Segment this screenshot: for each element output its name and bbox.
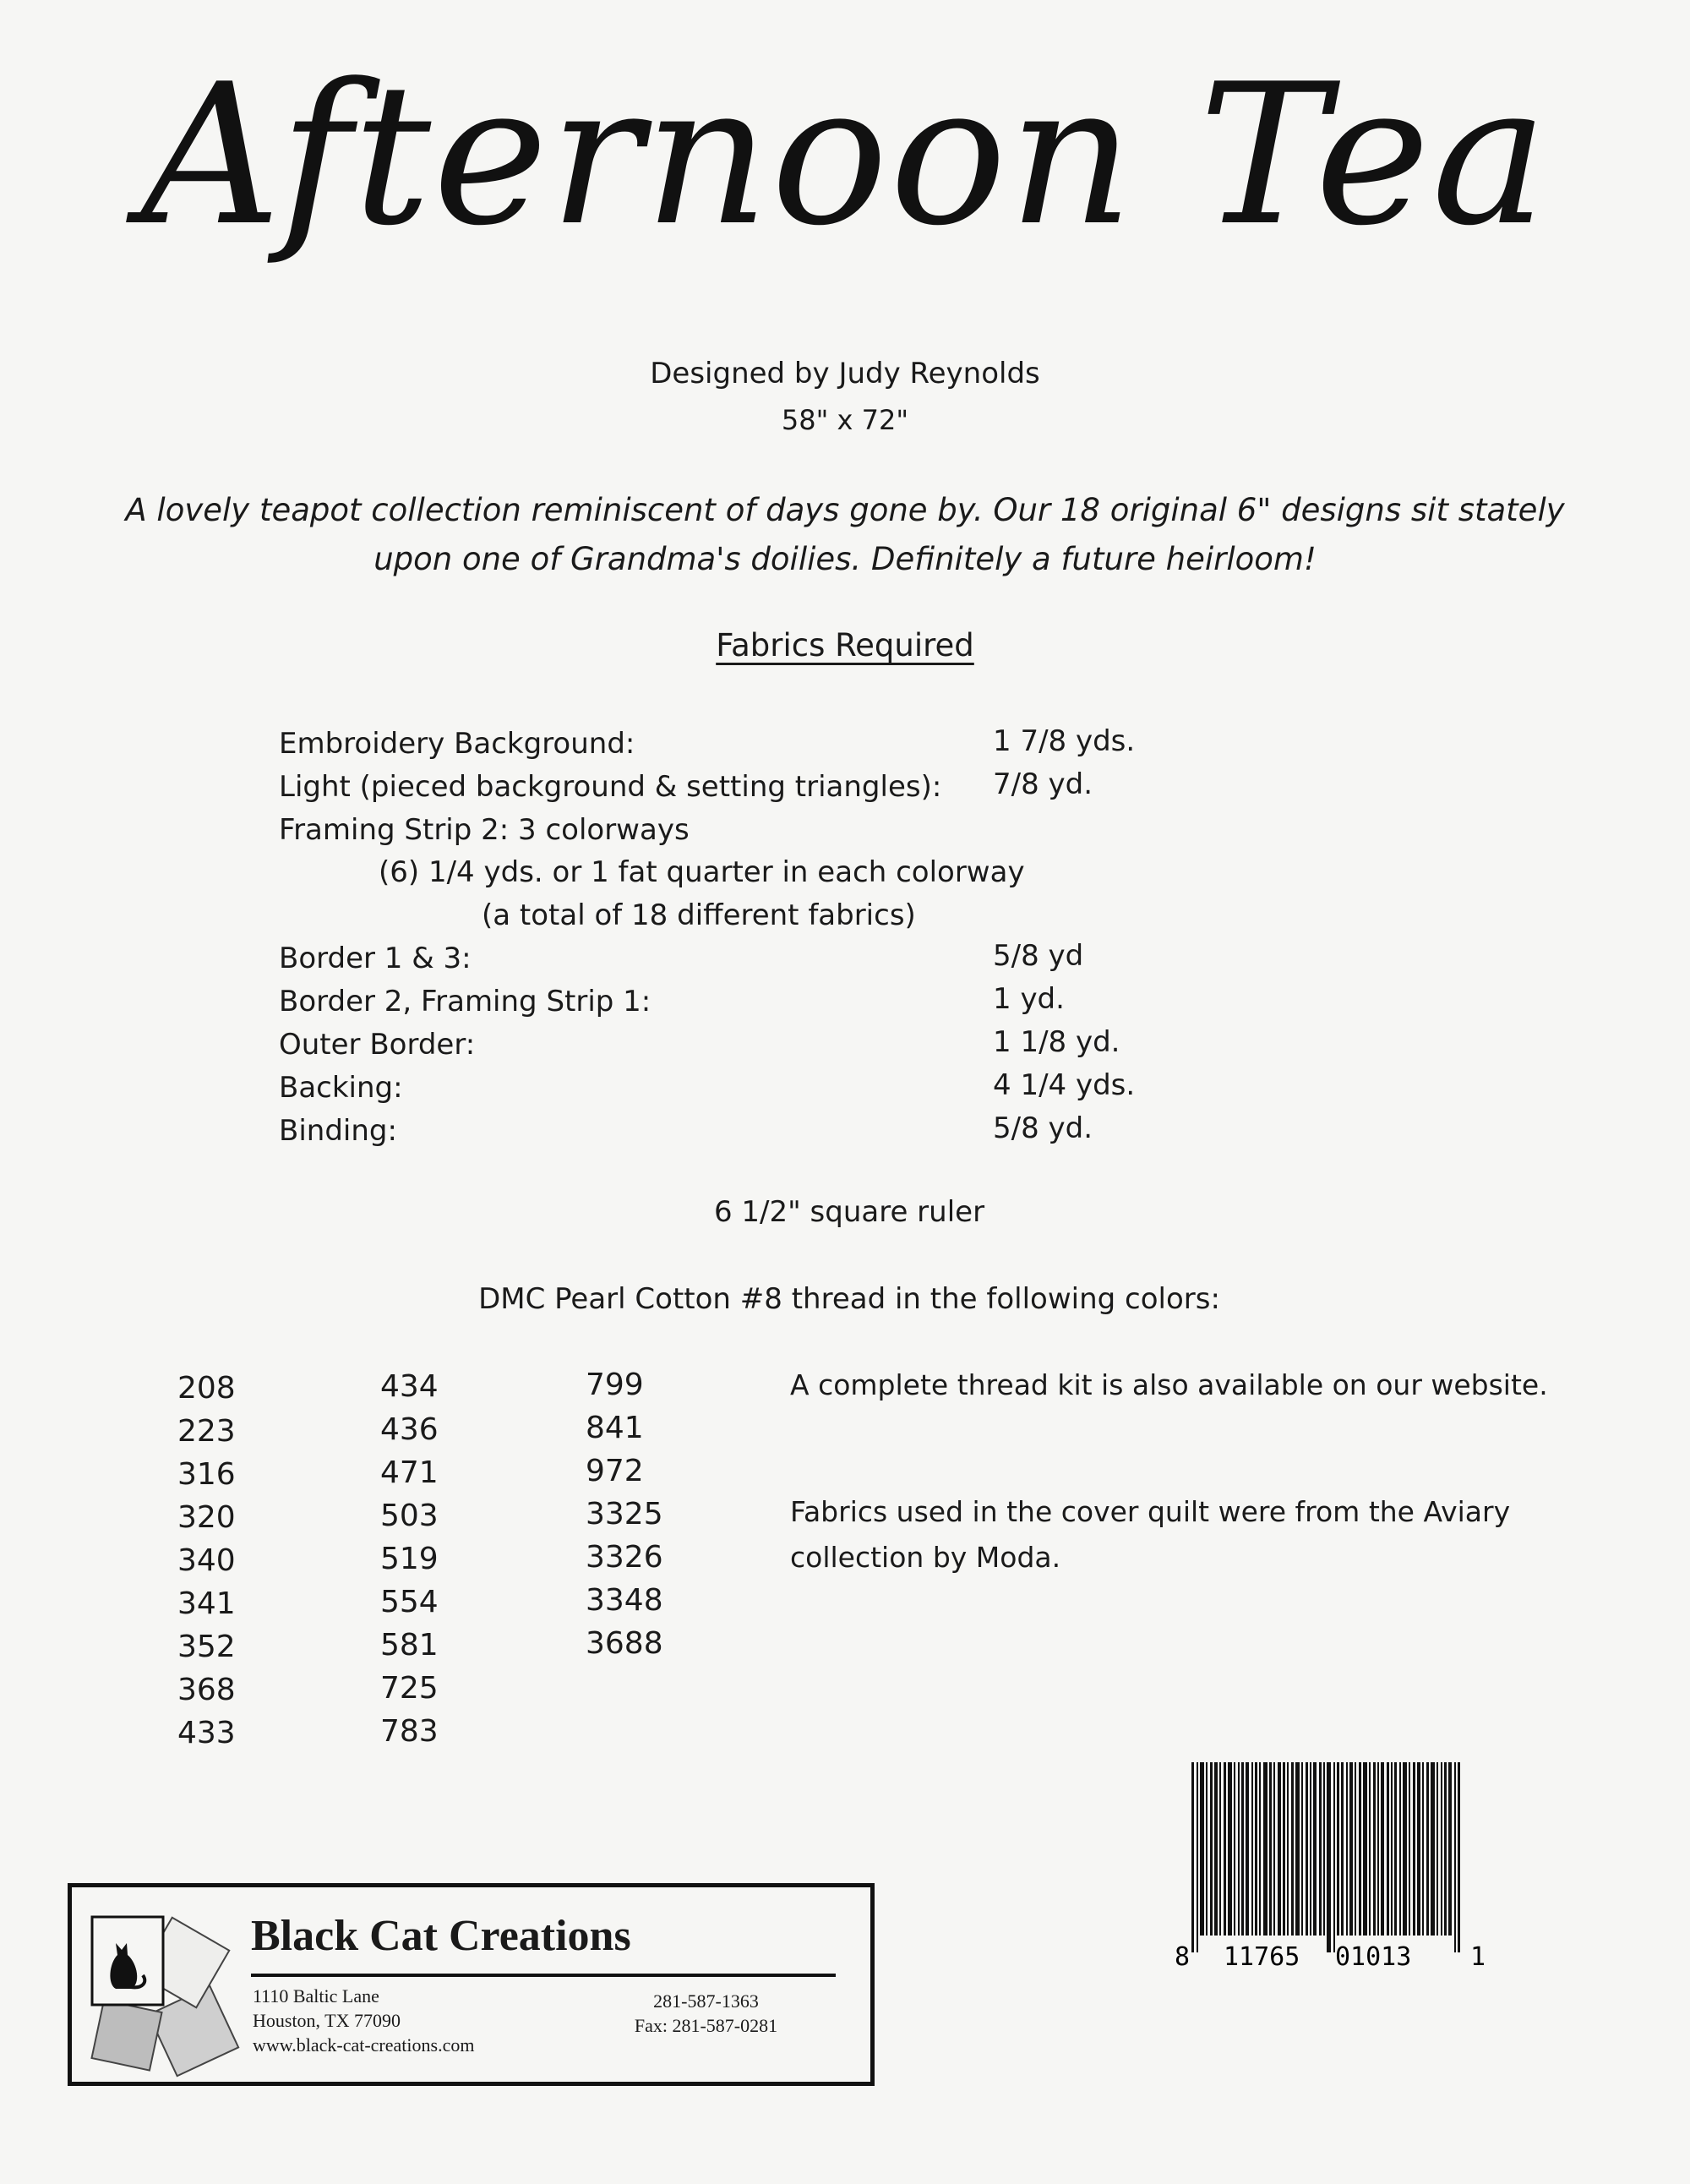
designer-credit: Designed by Judy Reynolds xyxy=(650,357,1040,390)
thread-color: 3325 xyxy=(586,1497,663,1532)
barcode-bar xyxy=(1263,1762,1268,1936)
barcode-bar xyxy=(1341,1762,1344,1936)
company-phone: 281-587-1363 Fax: 281-587-0281 xyxy=(634,1990,778,2036)
barcode-bar xyxy=(1295,1762,1300,1936)
fabric-label: (a total of 18 different fabrics) xyxy=(482,898,916,932)
barcode-bar xyxy=(1355,1762,1356,1936)
fabric-source-note: Fabrics used in the cover quilt were from the Aviary collection by Moda. xyxy=(790,1495,1511,1574)
barcode-bar xyxy=(1417,1762,1420,1936)
fabric-amount: 7/8 yd. xyxy=(993,767,1093,801)
fabric-label: Border 1 & 3: xyxy=(279,942,472,975)
barcode-bar xyxy=(1269,1762,1272,1936)
barcode-bar xyxy=(1234,1762,1235,1936)
thread-color: 799 xyxy=(586,1368,644,1402)
thread-color: 841 xyxy=(586,1411,644,1445)
description-line-1: A lovely teapot collection reminiscent of days gone by. Our 18 original 6" designs sit stately xyxy=(125,492,1565,528)
barcode-bar xyxy=(1206,1762,1208,1936)
barcode-bar xyxy=(1431,1762,1435,1936)
barcode-bar xyxy=(1373,1762,1376,1936)
thread-color: 208 xyxy=(177,1371,236,1406)
barcode-bar xyxy=(1210,1762,1213,1936)
barcode-bar xyxy=(1394,1762,1397,1936)
thread-color: 340 xyxy=(177,1543,236,1578)
barcode-bar xyxy=(1224,1762,1226,1936)
barcode-bar xyxy=(1444,1762,1447,1936)
fabric-amount: 5/8 yd xyxy=(993,939,1084,973)
barcode-bar xyxy=(1346,1762,1348,1936)
barcode-bar xyxy=(1399,1762,1401,1936)
barcode-bar xyxy=(1291,1762,1294,1936)
barcode-bar xyxy=(1273,1762,1275,1936)
thread-color: 783 xyxy=(380,1714,439,1749)
barcode-bar xyxy=(1436,1762,1438,1936)
company-name: Black Cat Creations xyxy=(251,1912,631,1960)
barcode-bar xyxy=(1310,1762,1311,1936)
thread-color: 223 xyxy=(177,1414,236,1449)
barcode-bar xyxy=(1306,1762,1308,1936)
barcode-bar xyxy=(1238,1762,1240,1936)
thread-color: 3326 xyxy=(586,1540,663,1575)
barcode-bar xyxy=(1391,1762,1393,1936)
thread-column-3 xyxy=(586,1363,663,1665)
barcode-bar xyxy=(1241,1762,1244,1936)
barcode-bar xyxy=(1219,1762,1221,1936)
barcode-bar xyxy=(1359,1762,1361,1936)
thread-kit-note: A complete thread kit is also available on our website. xyxy=(790,1368,1548,1401)
barcode-bar xyxy=(1228,1762,1232,1936)
fabric-label: Binding: xyxy=(279,1114,397,1148)
fabric-label: (6) 1/4 yds. or 1 fat quarter in each colorway xyxy=(379,855,1025,889)
barcode-bar xyxy=(1251,1762,1253,1936)
thread-color: 436 xyxy=(380,1412,439,1447)
barcode-bar xyxy=(1246,1762,1249,1936)
company-address: 1110 Baltic Lane Houston, TX 77090 www.black-cat-creations.com xyxy=(253,1985,475,2056)
barcode-bar xyxy=(1327,1762,1331,1952)
barcode-digit-check: 1 xyxy=(1470,1942,1486,1972)
fabric-label: Outer Border: xyxy=(279,1028,476,1062)
thread-color: 352 xyxy=(177,1630,236,1664)
thread-color: 471 xyxy=(380,1455,439,1490)
barcode-bar xyxy=(1313,1762,1317,1936)
thread-color: 316 xyxy=(177,1457,236,1492)
fabric-label: Light (pieced background & setting triangles): xyxy=(279,770,942,804)
barcode-bar xyxy=(1283,1762,1285,1936)
barcode-bar xyxy=(1413,1762,1415,1936)
barcode-bar xyxy=(1426,1762,1429,1936)
company-divider xyxy=(251,1974,836,1977)
barcode-bar xyxy=(1403,1762,1407,1936)
fabric-amount: 5/8 yd. xyxy=(993,1111,1093,1145)
barcode-bar xyxy=(1301,1762,1303,1936)
thread-color: 433 xyxy=(177,1716,236,1750)
thread-color: 320 xyxy=(177,1500,236,1535)
barcode-bar xyxy=(1409,1762,1410,1936)
barcode-bar xyxy=(1319,1762,1322,1936)
barcode-bar xyxy=(1381,1762,1384,1936)
fabric-amount: 1 yd. xyxy=(993,982,1065,1016)
fabric-label: Border 2, Framing Strip 1: xyxy=(279,985,651,1018)
thread-color: 368 xyxy=(177,1673,236,1707)
barcode-bar xyxy=(1454,1762,1456,1952)
ruler-note: 6 1/2" square ruler xyxy=(713,1195,985,1229)
barcode-bar xyxy=(1255,1762,1257,1936)
thread-color: 519 xyxy=(380,1542,439,1576)
fabric-label: Embroidery Background: xyxy=(279,727,635,761)
barcode-digit-lead: 8 xyxy=(1175,1942,1191,1972)
fabrics-heading: Fabrics Required xyxy=(716,627,974,663)
thread-color: 434 xyxy=(380,1369,439,1404)
barcode-bar xyxy=(1363,1762,1367,1936)
barcode-bar xyxy=(1369,1762,1371,1936)
thread-color: 725 xyxy=(380,1671,439,1706)
barcode-bar xyxy=(1377,1762,1379,1936)
barcode-bar xyxy=(1458,1762,1460,1952)
thread-color: 503 xyxy=(380,1499,439,1533)
barcode-bar xyxy=(1259,1762,1261,1936)
barcode-bar xyxy=(1323,1762,1325,1936)
thread-heading: DMC Pearl Cotton #8 thread in the following colors: xyxy=(478,1282,1220,1316)
fabric-amount: 1 7/8 yds. xyxy=(993,724,1136,758)
fabric-amount: 4 1/4 yds. xyxy=(993,1068,1136,1102)
thread-color: 581 xyxy=(380,1628,439,1663)
thread-column-1 xyxy=(177,1367,236,1755)
fabric-label: Framing Strip 2: 3 colorways xyxy=(279,813,690,847)
thread-color: 972 xyxy=(586,1454,644,1488)
barcode-bar xyxy=(1422,1762,1424,1936)
fabric-amount: 1 1/8 yd. xyxy=(993,1025,1120,1059)
barcode-bar xyxy=(1349,1762,1353,1936)
quilt-size: 58" x 72" xyxy=(781,404,909,436)
barcode-bar xyxy=(1191,1762,1194,1952)
barcode-bar xyxy=(1441,1762,1442,1936)
thread-color: 341 xyxy=(177,1586,236,1621)
barcode-bar xyxy=(1387,1762,1389,1936)
barcode-bar xyxy=(1200,1762,1204,1936)
company-info-box xyxy=(68,1883,875,2086)
page-title: Afternoon Tea xyxy=(140,43,1550,269)
barcode-bar xyxy=(1448,1762,1452,1936)
thread-color: 554 xyxy=(380,1585,439,1619)
barcode-bar xyxy=(1214,1762,1218,1936)
description-line-2: upon one of Grandma's doilies. Definitely a future heirloom! xyxy=(373,541,1317,577)
barcode-bar xyxy=(1333,1762,1335,1952)
fabric-label: Backing: xyxy=(279,1071,403,1105)
barcode-bar xyxy=(1278,1762,1281,1936)
barcode-bar xyxy=(1287,1762,1289,1936)
thread-column-2 xyxy=(380,1365,439,1753)
barcode-digits-left: 11765 xyxy=(1224,1942,1300,1972)
barcode-bar xyxy=(1197,1762,1198,1952)
barcode-bar xyxy=(1337,1762,1339,1936)
barcode-digits-right: 01013 xyxy=(1335,1942,1412,1972)
company-website-link[interactable]: www.black-cat-creations.com xyxy=(253,2034,475,2056)
barcode xyxy=(1158,1754,1504,1974)
thread-color: 3348 xyxy=(586,1583,663,1618)
thread-color: 3688 xyxy=(586,1626,663,1661)
